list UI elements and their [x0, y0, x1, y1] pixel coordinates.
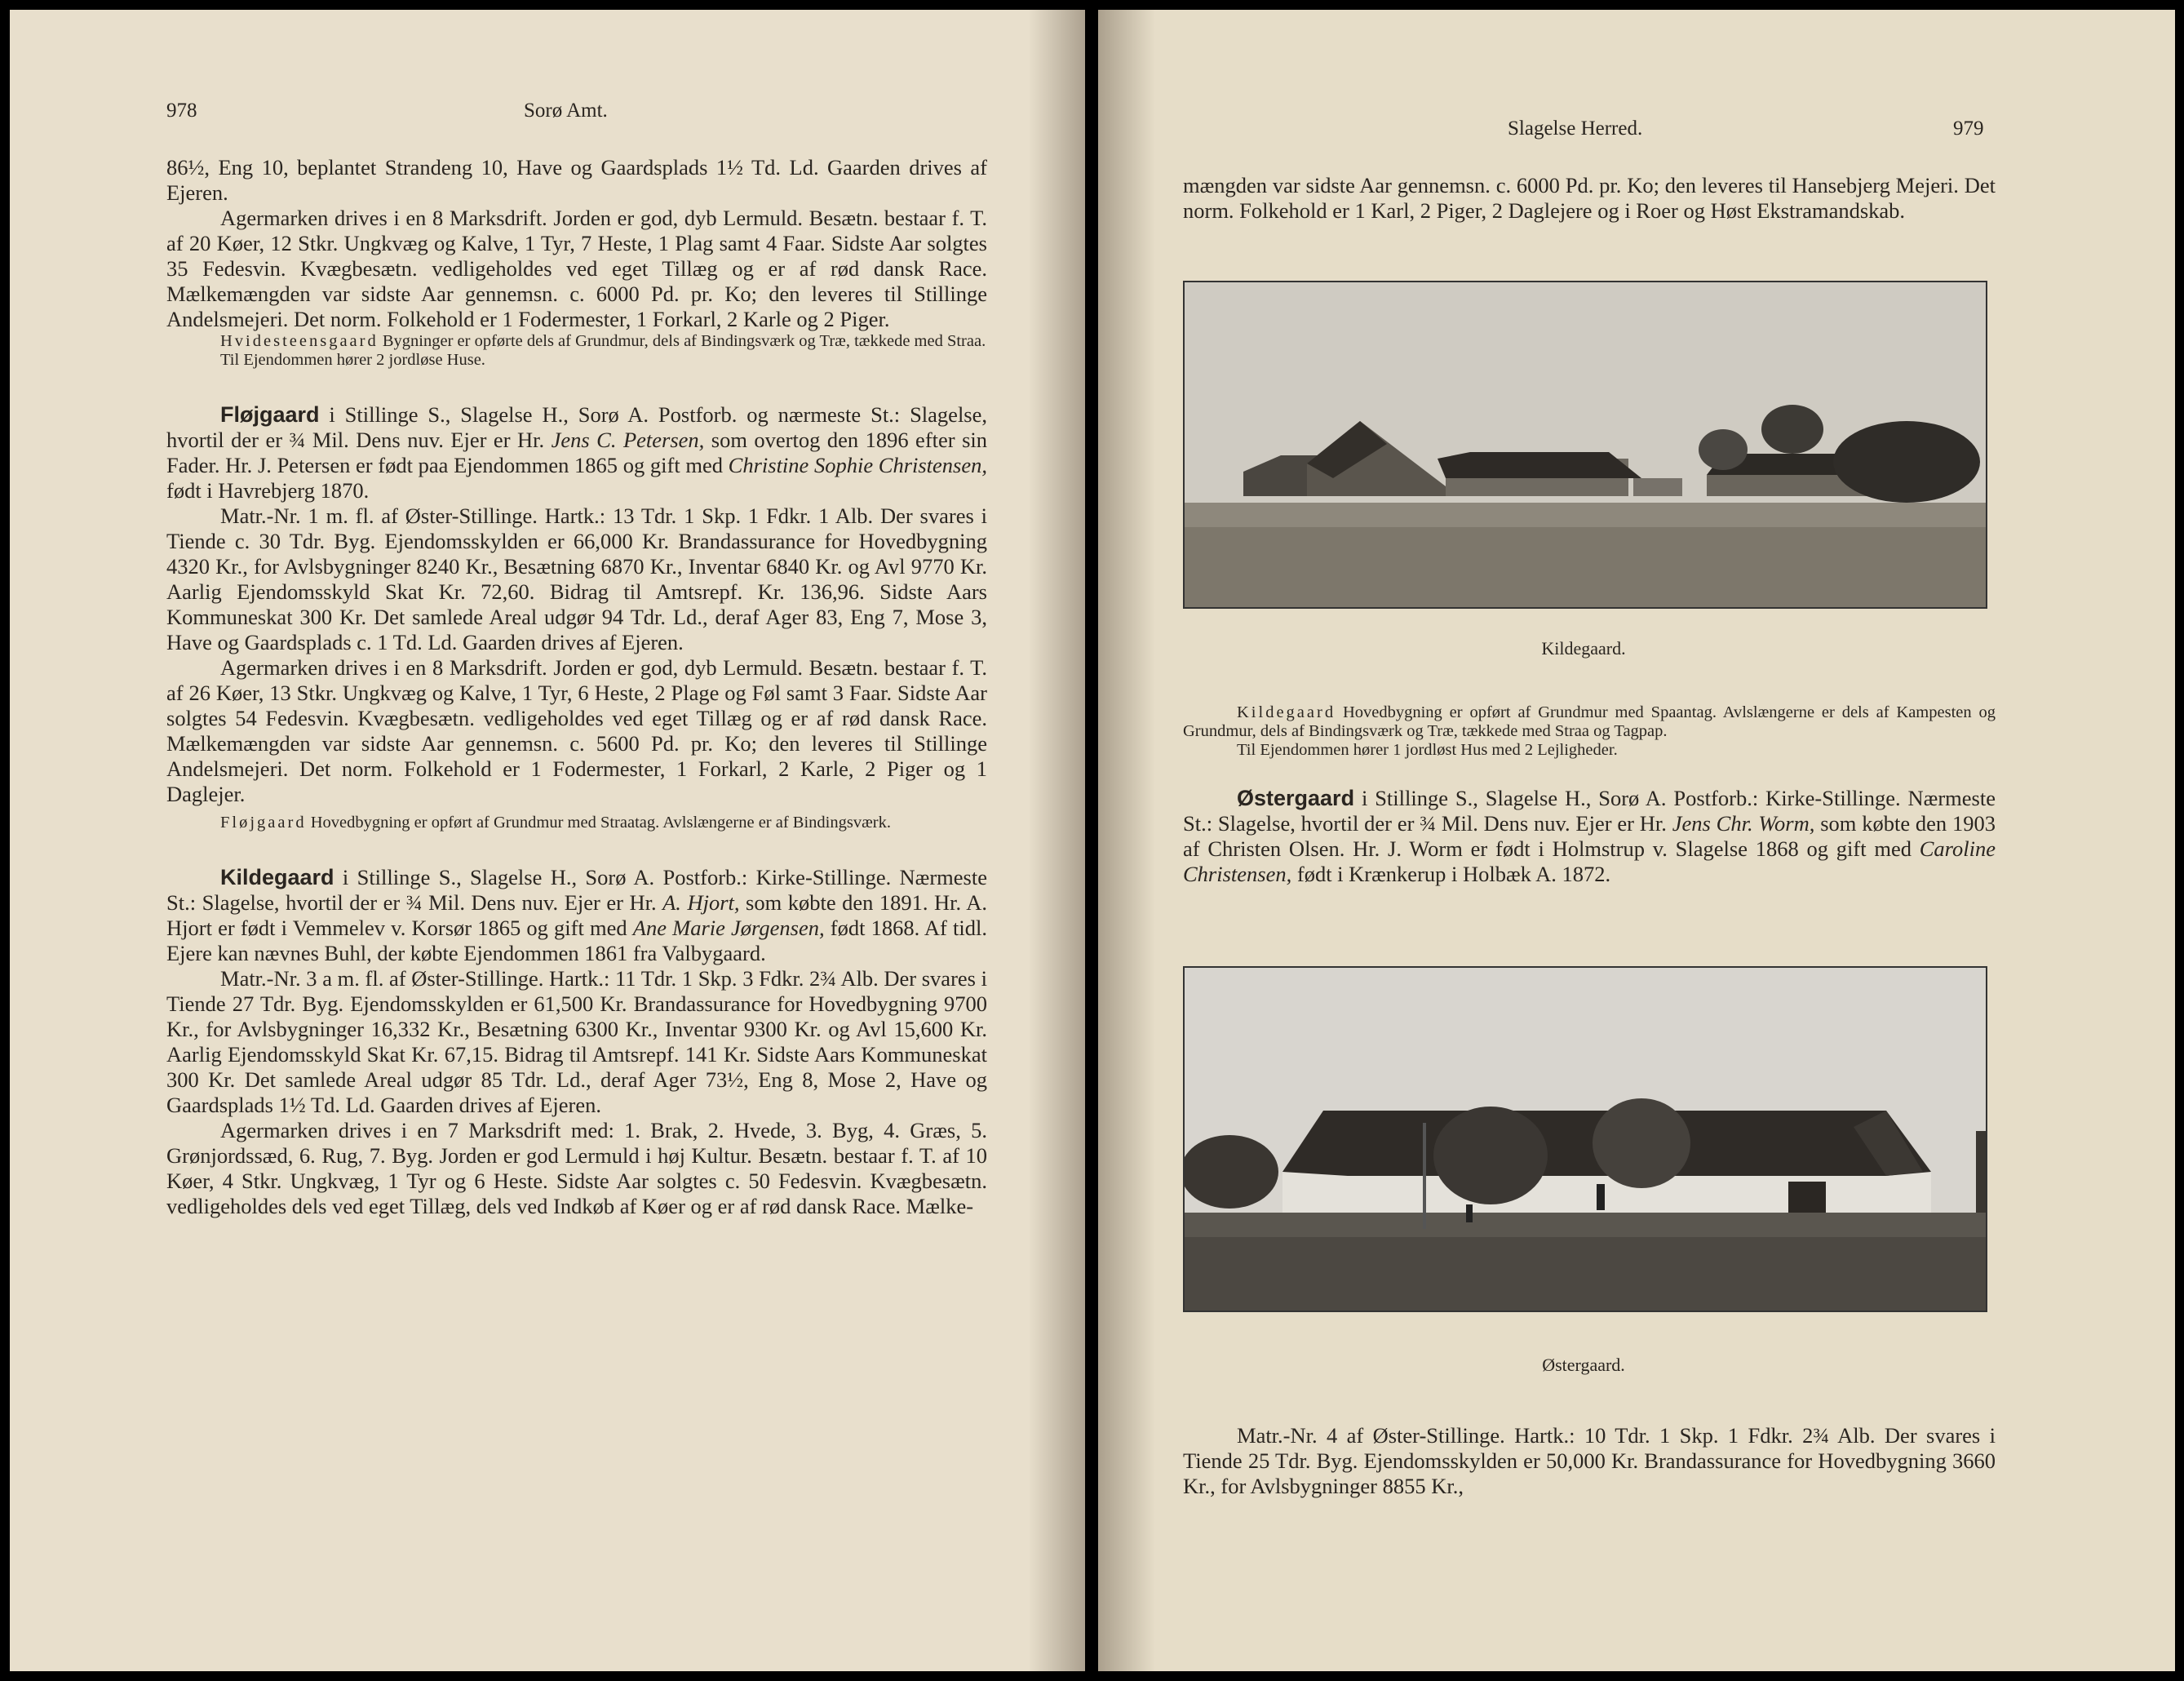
building-note: Til Ejendommen hører 2 jordløse Huse. — [220, 351, 485, 369]
photo-ostergaard — [1183, 966, 1987, 1312]
paragraph: Matr.-Nr. 4 af Øster-Stillinge. Hartk.: 10 Tdr. 1 Skp. 1 Fdkr. 2¾ Alb. Der svares i Tiende 25 Tdr. Byg. Ejendomsskylden er 50,000 Kr. Brandassurance for Hovedbygning 3660 Kr., for Avlsbygninger 8855 Kr., — [1183, 1423, 1996, 1498]
paragraph: Agermarken drives i en 8 Marksdrift. Jorden er god, dyb Lermuld. Besætn. bestaar f. T. af 26 Køer, 13 Stkr. Ungkvæg og Kalve, 1 Tyr, 6 Heste, 2 Plage og Føl samt 3 Faar. Sidste Aar solgtes 54 Fedesvin. Kvægbesætn. vedligeholdes ved eget Tillæg og er af rød dansk Race. Mælkemængden var sidste Aar gennemsn. c. 5600 Pd. pr. Ko; den leveres til Stillinge Andelsmejeri. Det norm. Folkehold er 1 Fodermester, 1 Forkarl, 2 Karle, 2 Piger og 1 Daglejer. — [166, 655, 987, 806]
entry-kildegaard: Kildegaard i Stillinge S., Slagelse H., Sorø A. Postforb.: Kirke-Stillinge. Nærmeste St.: Slagelse, hvortil der er ¾ Mil. Dens nuv. Ejer er Hr. A. Hjort, som købte den 1891. Hr. A. Hjort er født i Vemmelev v. Korsør 1865 og gift med Ane Marie Jørgensen, født 1868. Af tidl. Ejere kan nævnes Buhl, der købte Ejendommen 1861 fra Valbygaard. — [166, 865, 987, 965]
entry-ostergaard: Østergaard i Stillinge S., Slagelse H., Sorø A. Postforb.: Kirke-Stillinge. Nærmeste St.: Slagelse, hvortil der er ¾ Mil. Dens nuv. Ejer er Hr. Jens Chr. Worm, som købte den 1903 af Christen Olsen. Hr. J. Worm er født i Holmstrup v. Slagelse 1868 og gift med Caroline Christensen, født i Krænkerup i Holbæk A. 1872. — [1183, 786, 1996, 886]
farm-name: Fløjgaard — [220, 402, 320, 427]
left-body-text — [166, 155, 987, 1219]
photo-kildegaard — [1183, 281, 1987, 609]
paragraph: mængden var sidste Aar gennemsn. c. 6000 Pd. pr. Ko; den leveres til Hansebjerg Mejeri. Det norm. Folkehold er 1 Karl, 2 Piger, 2 Daglejere og i Roer og Høst Ekstramandskab. — [1183, 173, 1996, 223]
paragraph: Matr.-Nr. 1 m. fl. af Øster-Stillinge. Hartk.: 13 Tdr. 1 Skp. 1 Fdkr. 1 Alb. Der svares i Tiende c. 30 Tdr. Byg. Ejendomsskylden er 66,000 Kr. Brandassurance for Hovedbygning 4320 Kr., for Avlsbygninger 8240 Kr., Besætning 6870 Kr., Inventar 6840 Kr. og Avl 9770 Kr. Aarlig Ejendomsskyld Skat Kr. 72,60. Bidrag til Amtsrepf. Kr. 136,96. Sidste Aars Kommuneskat 300 Kr. Det samlede Areal udgør 94 Tdr. Ld., deraf Ager 83, Eng 7, Mose 3, Have og Gaardsplads c. 1 Td. Ld. Gaarden drives af Ejeren. — [166, 503, 987, 654]
entry-flojgaard: Fløjgaard i Stillinge S., Slagelse H., Sorø A. Postforb. og nærmeste St.: Slagelse, hvortil der er ¾ Mil. Dens nuv. Ejer er Hr. Jens C. Petersen, som overtog den 1896 efter sin Fader. Hr. J. Petersen er født paa Ejendommen 1865 og gift med Christine Sophie Christensen, født i Havrebjerg 1870. — [166, 402, 988, 503]
right-bottom-text — [1183, 1423, 1996, 1499]
photo-caption: Kildegaard. — [1541, 638, 1626, 659]
paragraph: Matr.-Nr. 3 a m. fl. af Øster-Stillinge. Hartk.: 11 Tdr. 1 Skp. 3 Fdkr. 2¾ Alb. Der svares i Tiende 27 Tdr. Byg. Ejendomsskylden er 61,500 Kr. Brandassurance for Hovedbygning 9700 Kr., for Avlsbygninger 16,332 Kr., Besætning 6300 Kr., Inventar 9300 Kr. og Avl 15,600 Kr. Aarlig Ejendomsskyld Skat Kr. 67,15. Bidrag til Amtsrepf. 141 Kr. Sidste Aars Kommuneskat 300 Kr. Det samlede Areal udgør 85 Tdr. Ld., deraf Ager 73½, Eng 8, Mose 2, Have og Gaardsplads 1½ Td. Ld. Gaarden drives af Ejeren. — [166, 966, 987, 1117]
page-number: 978 — [166, 100, 197, 122]
right-mid-text — [1183, 703, 1996, 887]
paragraph: Agermarken drives i en 7 Marksdrift med: 1. Brak, 2. Hvede, 3. Byg, 4. Græs, 5. Grønjordssæd, 6. Rug, 7. Byg. Jorden er god Lermuld i høj Kultur. Besætn. bestaar f. T. af 10 Køer, 4 Stkr. Ungkvæg, 1 Tyr og 6 Heste. Sidste Aar solgtes c. 50 Fedesvin. Kvægbesætn. vedligeholdes dels ved eget Tillæg, dels ved Indkøb af Køer og er af rød dansk Race. Mælke- — [166, 1118, 987, 1218]
building-note: Kildegaard Hovedbygning er opført af Grundmur med Spaantag. Avlslængerne er dels af Kampesten og Grundmur, dels af Bindingsværk og Træ, tækkede med Straa og Tagpap. — [1183, 703, 1996, 740]
paragraph: Agermarken drives i en 8 Marksdrift. Jorden er god, dyb Lermuld. Besætn. bestaar f. T. af 20 Køer, 12 Stkr. Ungkvæg og Kalve, 1 Tyr, 7 Heste, 1 Plag samt 4 Faar. Sidste Aar solgtes 35 Fedesvin. Kvægbesætn. vedligeholdes ved eget Tillæg og er af rød dansk Race. Mælkemængden var sidste Aar gennemsn. c. 6000 Pd. pr. Ko; den leveres til Stillinge Andelsmejeri. Det norm. Folkehold er 1 Fodermester, 1 Forkarl, 2 Karle og 2 Piger. — [166, 206, 987, 331]
left-page — [10, 10, 1085, 1671]
building-note: Til Ejendommen hører 1 jordløst Hus med 2 Lejligheder. — [1237, 741, 1618, 759]
paragraph: 86½, Eng 10, beplantet Strandeng 10, Have og Gaardsplads 1½ Td. Ld. Gaarden drives af Ejeren. — [166, 155, 987, 205]
page-number: 979 — [1953, 118, 1984, 140]
building-note: Hvidesteensgaard Bygninger er opførte dels af Grundmur, dels af Bindingsværk og Træ, tækkede med Straa. — [220, 332, 986, 350]
building-note: Fløjgaard Hovedbygning er opført af Grundmur med Straatag. Avlslængerne er af Bindingsværk. — [220, 814, 891, 832]
running-head: Sorø Amt. — [524, 100, 608, 122]
farm-name: Kildegaard — [220, 865, 334, 889]
right-page — [1098, 10, 2175, 1671]
photo-caption: Østergaard. — [1542, 1355, 1625, 1375]
running-head: Slagelse Herred. — [1508, 118, 1643, 140]
right-top-text — [1183, 173, 1996, 224]
farm-name: Østergaard — [1237, 786, 1355, 810]
